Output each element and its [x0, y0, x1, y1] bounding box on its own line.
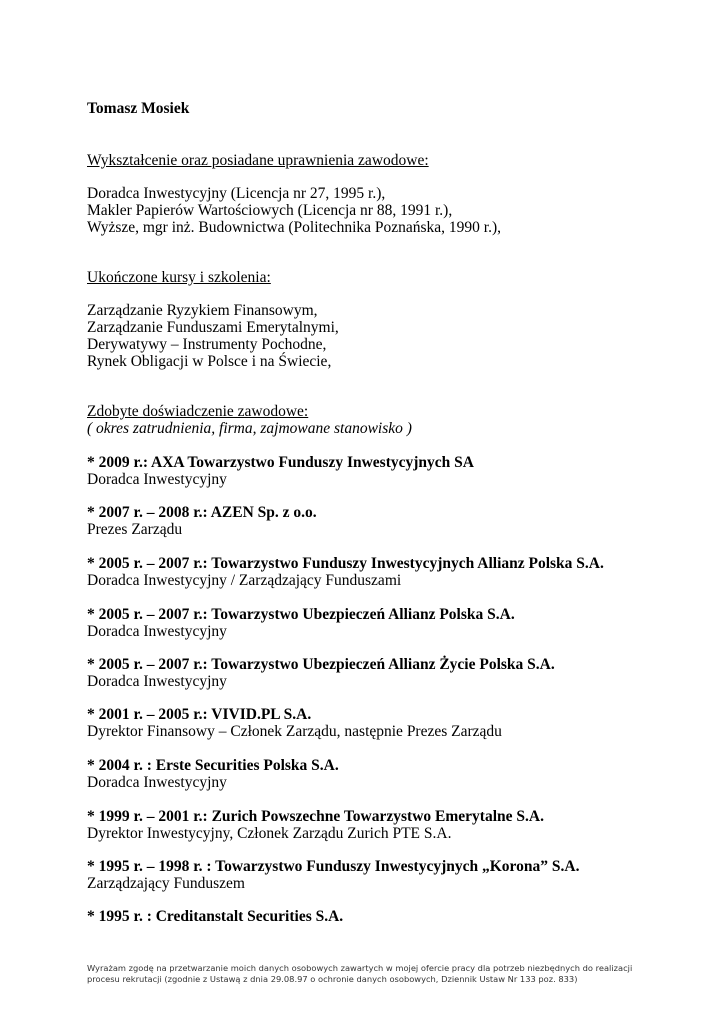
experience-heading: Zdobyte doświadczenie zawodowe:: [87, 403, 309, 420]
experience-entry-title: * 2005 r. – 2007 r.: Towarzystwo Ubezpieczeń Allianz Polska S.A.: [87, 606, 515, 623]
experience-entry-title: * 2009 r.: AXA Towarzystwo Funduszy Inwestycyjnych SA: [87, 454, 474, 471]
experience-entry-position: Doradca Inwestycyjny: [87, 471, 227, 488]
experience-entry-title: * 2005 r. – 2007 r.: Towarzystwo Funduszy Inwestycyjnych Allianz Polska S.A.: [87, 555, 604, 572]
courses-heading: Ukończone kursy i szkolenia:: [87, 269, 271, 286]
gdpr-consent-footer-line: procesu rekrutacji (zgodnie z Ustawą z dnia 29.08.97 o ochronie danych osobowych, Dziennik Ustaw Nr 133 poz. 833): [87, 974, 578, 984]
education-item: Doradca Inwestycyjny (Licencja nr 27, 1995 r.),: [87, 185, 386, 202]
course-item: Zarządzanie Funduszami Emerytalnymi,: [87, 319, 339, 336]
experience-entry-title: * 1995 r. : Creditanstalt Securities S.A.: [87, 908, 344, 925]
education-item: Makler Papierów Wartościowych (Licencja nr 88, 1991 r.),: [87, 202, 453, 219]
experience-entry-title: * 1999 r. – 2001 r.: Zurich Powszechne Towarzystwo Emerytalne S.A.: [87, 808, 544, 825]
gdpr-consent-footer-line: Wyrażam zgodę na przetwarzanie moich danych osobowych zawartych w mojej ofercie pracy dla potrzeb niezbędnych do realizacji: [87, 963, 633, 973]
experience-entry-title: * 1995 r. – 1998 r. : Towarzystwo Funduszy Inwestycyjnych „Korona” S.A.: [87, 858, 580, 875]
candidate-name: Tomasz Mosiek: [87, 100, 190, 117]
experience-entry-position: Doradca Inwestycyjny / Zarządzający Funduszami: [87, 572, 402, 589]
experience-entry-position: Dyrektor Inwestycyjny, Członek Zarządu Zurich PTE S.A.: [87, 825, 452, 842]
course-item: Zarządzanie Ryzykiem Finansowym,: [87, 302, 318, 319]
experience-entry-position: Dyrektor Finansowy – Członek Zarządu, następnie Prezes Zarządu: [87, 723, 502, 740]
experience-entry-position: Prezes Zarządu: [87, 521, 183, 538]
education-heading: Wykształcenie oraz posiadane uprawnienia zawodowe:: [87, 152, 429, 169]
education-item: Wyższe, mgr inż. Budownictwa (Politechnika Poznańska, 1990 r.),: [87, 219, 502, 236]
cv-page: [87, 0, 697, 1024]
experience-entry-title: * 2005 r. – 2007 r.: Towarzystwo Ubezpieczeń Allianz Życie Polska S.A.: [87, 656, 555, 673]
experience-entry-title: * 2001 r. – 2005 r.: VIVID.PL S.A.: [87, 706, 312, 723]
experience-entry-position: Doradca Inwestycyjny: [87, 623, 227, 640]
experience-entry-position: Doradca Inwestycyjny: [87, 774, 227, 791]
experience-entry-title: * 2004 r. : Erste Securities Polska S.A.: [87, 757, 339, 774]
experience-entry-title: * 2007 r. – 2008 r.: AZEN Sp. z o.o.: [87, 504, 317, 521]
experience-entry-position: Zarządzający Funduszem: [87, 875, 245, 892]
experience-subheading: ( okres zatrudnienia, firma, zajmowane stanowisko ): [87, 420, 412, 437]
course-item: Derywatywy – Instrumenty Pochodne,: [87, 336, 327, 353]
experience-entry-position: Doradca Inwestycyjny: [87, 673, 227, 690]
course-item: Rynek Obligacji w Polsce i na Świecie,: [87, 353, 332, 370]
